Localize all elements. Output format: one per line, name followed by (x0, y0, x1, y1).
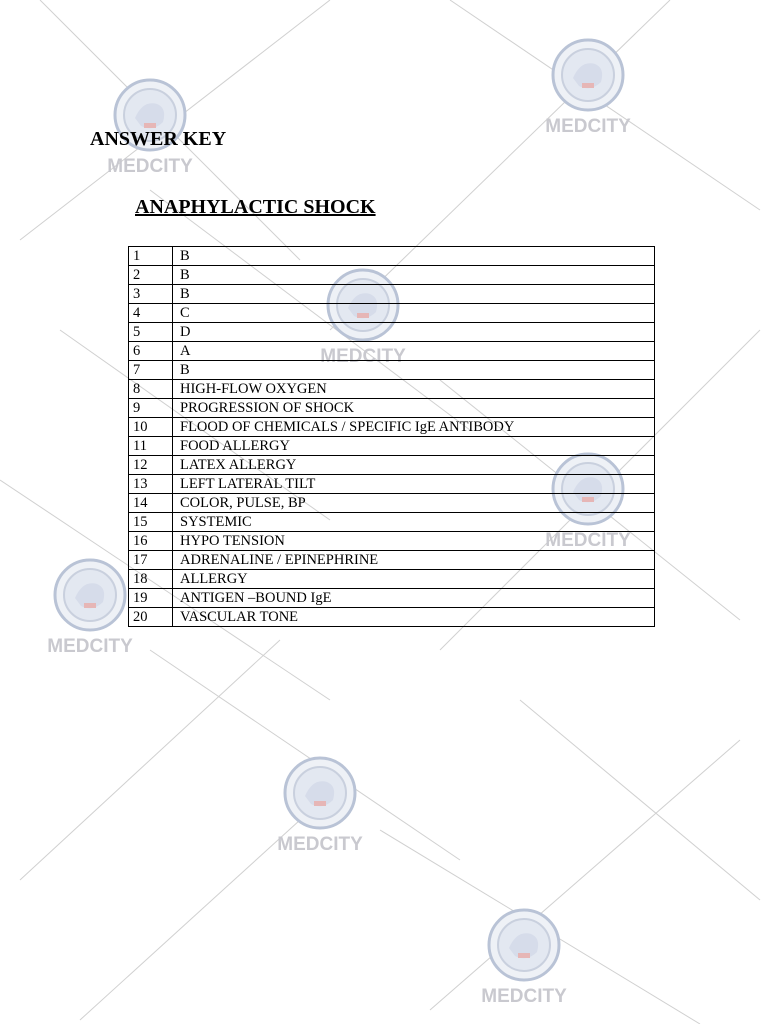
table-row (129, 551, 655, 570)
question-number: 7 (129, 361, 173, 380)
answer-cell: B (173, 247, 655, 266)
answer-cell: B (173, 285, 655, 304)
answer-cell: FOOD ALLERGY (173, 437, 655, 456)
answer-cell: B (173, 266, 655, 285)
answer-cell: PROGRESSION OF SHOCK (173, 399, 655, 418)
table-row (129, 570, 655, 589)
question-number: 18 (129, 570, 173, 589)
answer-cell: A (173, 342, 655, 361)
question-number: 9 (129, 399, 173, 418)
answer-cell: ADRENALINE / EPINEPHRINE (173, 551, 655, 570)
table-row (129, 456, 655, 475)
answer-cell: HYPO TENSION (173, 532, 655, 551)
table-row (129, 608, 655, 627)
table-row (129, 589, 655, 608)
question-number: 8 (129, 380, 173, 399)
table-row (129, 342, 655, 361)
question-number: 5 (129, 323, 173, 342)
medcity-seal-icon (283, 756, 357, 830)
answer-cell: HIGH-FLOW OXYGEN (173, 380, 655, 399)
answer-cell: LATEX ALLERGY (173, 456, 655, 475)
watermark-text: MEDCITY (107, 156, 193, 177)
question-number: 17 (129, 551, 173, 570)
answer-cell: D (173, 323, 655, 342)
answer-cell: ALLERGY (173, 570, 655, 589)
question-number: 10 (129, 418, 173, 437)
medcity-seal-icon (551, 38, 625, 112)
question-number: 1 (129, 247, 173, 266)
table-row (129, 399, 655, 418)
question-number: 12 (129, 456, 173, 475)
answer-cell: B (173, 361, 655, 380)
answer-cell: ANTIGEN –BOUND IgE (173, 589, 655, 608)
answer-table (128, 246, 655, 627)
answer-cell: VASCULAR TONE (173, 608, 655, 627)
table-row (129, 285, 655, 304)
answer-cell: FLOOD OF CHEMICALS / SPECIFIC IgE ANTIBODY (173, 418, 655, 437)
question-number: 3 (129, 285, 173, 304)
medcity-watermark (474, 908, 574, 1018)
answer-cell: SYSTEMIC (173, 513, 655, 532)
table-row (129, 380, 655, 399)
answer-cell: C (173, 304, 655, 323)
watermark-text: MEDCITY (545, 530, 631, 551)
watermark-text: MEDCITY (481, 986, 567, 1007)
table-row (129, 304, 655, 323)
answer-cell: COLOR, PULSE, BP (173, 494, 655, 513)
table-row (129, 418, 655, 437)
page-heading: ANSWER KEY (90, 128, 227, 150)
section-title: ANAPHYLACTIC SHOCK (135, 196, 376, 218)
question-number: 4 (129, 304, 173, 323)
question-number: 14 (129, 494, 173, 513)
answer-cell: LEFT LATERAL TILT (173, 475, 655, 494)
question-number: 6 (129, 342, 173, 361)
question-number: 15 (129, 513, 173, 532)
watermark-text: MEDCITY (320, 346, 406, 367)
table-row (129, 266, 655, 285)
question-number: 11 (129, 437, 173, 456)
question-number: 20 (129, 608, 173, 627)
table-row (129, 247, 655, 266)
medcity-seal-icon (487, 908, 561, 982)
table-row (129, 513, 655, 532)
table-row (129, 494, 655, 513)
watermark-text: MEDCITY (545, 116, 631, 137)
question-number: 19 (129, 589, 173, 608)
table-row (129, 361, 655, 380)
question-number: 16 (129, 532, 173, 551)
answer-table-body (129, 247, 655, 627)
table-row (129, 532, 655, 551)
table-row (129, 437, 655, 456)
medcity-watermark (270, 756, 370, 866)
table-row (129, 475, 655, 494)
medcity-seal-icon (53, 558, 127, 632)
watermark-text: MEDCITY (277, 834, 363, 855)
medcity-watermark (40, 558, 140, 668)
question-number: 2 (129, 266, 173, 285)
watermark-text: MEDCITY (47, 636, 133, 657)
table-row (129, 323, 655, 342)
question-number: 13 (129, 475, 173, 494)
medcity-watermark (538, 38, 638, 148)
